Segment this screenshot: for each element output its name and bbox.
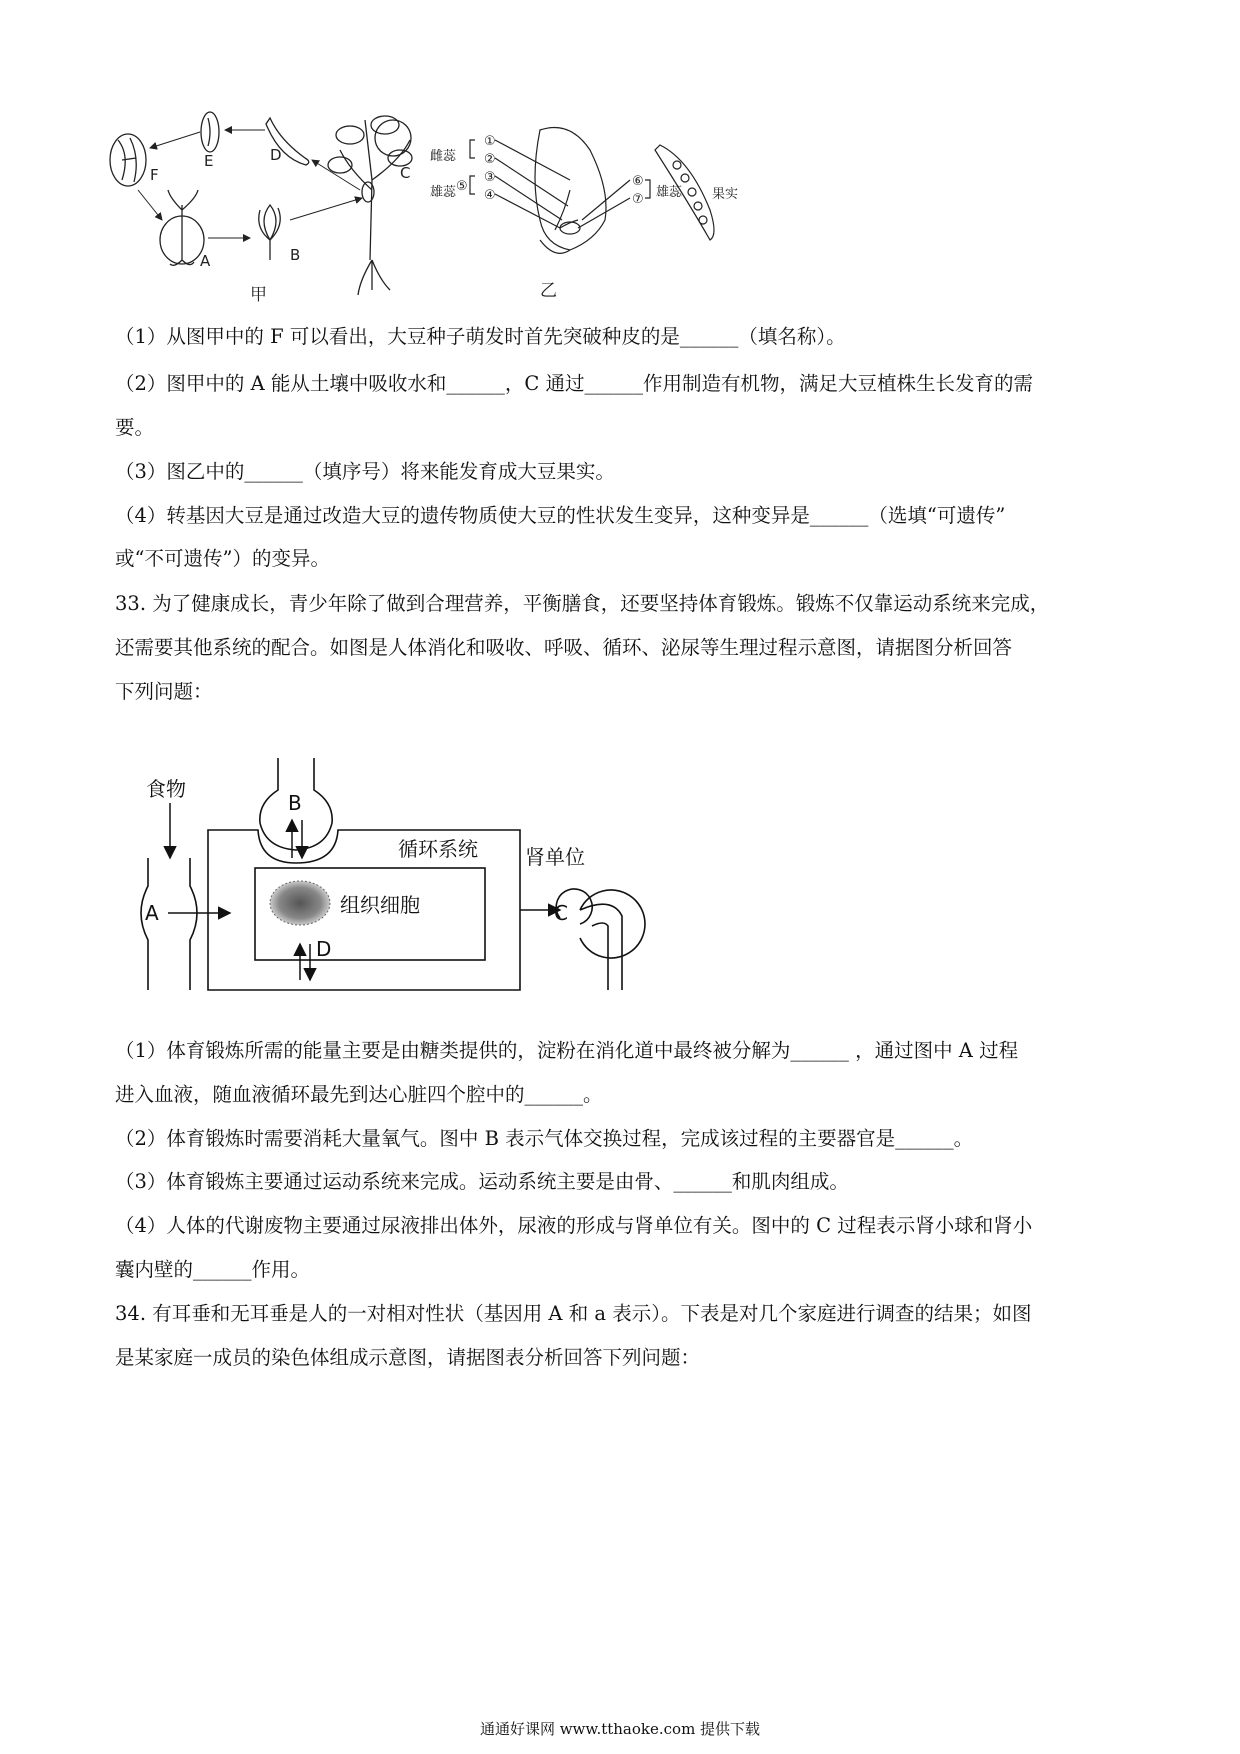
- q32-part3: （3）图乙中的______（填序号）将来能发育成大豆果实。: [115, 460, 615, 483]
- q34-intro-line1: 34. 有耳垂和无耳垂是人的一对相对性状（基因用 A 和 a 表示）。下表是对几个家庭进行调查的结果；如图: [115, 1302, 1032, 1325]
- label-circulation-system: 循环系统: [398, 837, 478, 861]
- q33-intro-line1: 33. 为了健康成长，青少年除了做到合理营养，平衡膳食，还要坚持体育锻炼。锻炼不仅靠运动系统来完成，: [115, 592, 1050, 615]
- q33-part3: （3）体育锻炼主要通过运动系统来完成。运动系统主要是由骨、______和肌肉组成。: [115, 1170, 849, 1193]
- stage-e-illustration: [201, 112, 219, 152]
- stage-f-illustration: [110, 134, 146, 186]
- num-5: ⑤: [456, 179, 468, 194]
- q32-part2-line2: 要。: [115, 416, 155, 439]
- q32-part2-line1: （2）图甲中的 A 能从土壤中吸收水和______，C 通过______作用制造有机物，满足大豆植株生长发育的需: [115, 372, 1034, 395]
- label-a: A: [200, 252, 211, 270]
- q33-part4-line1: （4）人体的代谢废物主要通过尿液排出体外，尿液的形成与肾单位有关。图中的 C 过程表示肾小球和肾小: [115, 1214, 1033, 1237]
- label-d: D: [270, 146, 282, 164]
- q33-part2: （2）体育锻炼时需要消耗大量氧气。图中 B 表示气体交换过程，完成该过程的主要器官是______。: [115, 1127, 974, 1150]
- tissue-cell-cluster: [270, 881, 330, 925]
- q33-part1-line1: （1）体育锻炼所需的能量主要是由糖类提供的，淀粉在消化道中最终被分解为______ ，通过图中 A 过程: [115, 1039, 1019, 1062]
- label-b: B: [288, 791, 302, 815]
- label-f: F: [150, 166, 159, 184]
- num-7: ⑦: [632, 192, 644, 207]
- diagram-jia: [110, 112, 412, 295]
- label-tissue-cells: 组织细胞: [340, 893, 420, 917]
- label-food: 食物: [146, 777, 186, 801]
- num-1: ①: [484, 134, 496, 149]
- num-4: ④: [484, 188, 496, 203]
- caption-jia: 甲: [250, 285, 267, 305]
- label-d: D: [316, 937, 332, 961]
- label-guoshi: 果实: [712, 187, 739, 202]
- label-nephron: 肾单位: [525, 845, 585, 869]
- label-cixin: 雌蕊: [430, 149, 457, 164]
- label-xiongrui-left: 雄蕊: [430, 185, 457, 200]
- q32-part1: （1）从图甲中的 F 可以看出，大豆种子萌发时首先突破种皮的是______（填名称）。: [115, 325, 846, 348]
- label-c: C: [554, 901, 568, 925]
- stage-c-illustration: [328, 116, 412, 295]
- label-e: E: [204, 152, 214, 170]
- q32-part4-line2: 或“不可遗传”）的变异。: [115, 547, 330, 570]
- caption-yi: 乙: [540, 281, 557, 301]
- num-2: ②: [484, 152, 496, 167]
- q33-part4-line2: 囊内壁的______作用。: [115, 1258, 311, 1281]
- label-a: A: [145, 901, 159, 925]
- label-xiongrui: 雄蕊: [656, 185, 683, 200]
- figure-physiology: [140, 748, 700, 1008]
- stage-a-illustration: [160, 190, 204, 265]
- q32-part4-line1: （4）转基因大豆是通过改造大豆的遗传物质使大豆的性状发生变异，这种变异是______（选填“可遗传”: [115, 504, 1006, 527]
- q33-part1-line2: 进入血液，随血液循环最先到达心脏四个腔中的______。: [115, 1083, 603, 1106]
- num-6: ⑥: [632, 174, 644, 189]
- num-3: ③: [484, 170, 496, 185]
- stage-b-illustration: [259, 205, 280, 260]
- label-b: B: [290, 246, 301, 264]
- q33-intro-line2: 还需要其他系统的配合。如图是人体消化和吸收、呼吸、循环、泌尿等生理过程示意图，请据图分析回答: [115, 636, 1013, 659]
- figure-soybean-lifecycle: [100, 110, 860, 340]
- q34-intro-line2: 是某家庭一成员的染色体组成示意图，请据图表分析回答下列问题：: [115, 1346, 701, 1369]
- page-footer: 通通好课网 www.tthaoke.com 提供下载: [479, 1720, 761, 1738]
- label-c: C: [400, 164, 411, 182]
- q33-intro-line3: 下列问题：: [115, 680, 213, 703]
